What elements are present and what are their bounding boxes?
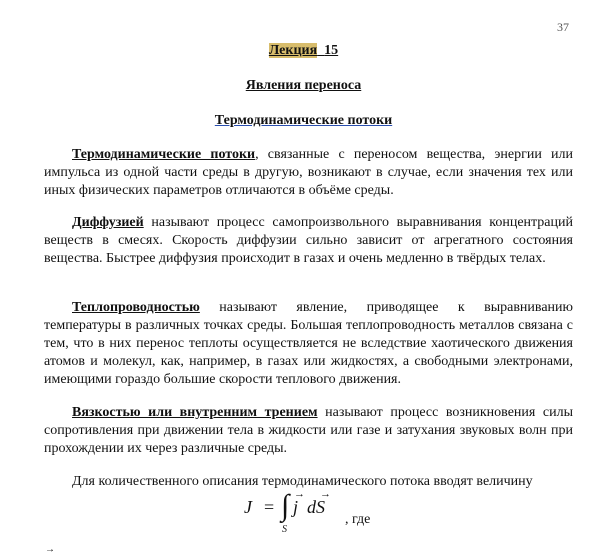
paragraph-viscosity: [44, 404, 573, 458]
section-title: Явления переноса: [245, 78, 362, 93]
term-conduction: Теплопроводностью: [72, 300, 200, 315]
vector-j: j: [293, 497, 299, 517]
cut-off-vector-mark: →: [45, 544, 55, 555]
term-viscosity: Вязкостью или внутренним трением: [72, 405, 318, 420]
vector-arrow-s: →: [320, 488, 331, 500]
formula-lhs: J: [244, 497, 252, 517]
differential-dS: dS: [307, 497, 325, 517]
lecture-title: [0, 43, 607, 59]
integral-sign: ∫: [281, 489, 290, 522]
paragraph-viscosity-text: называют процесс возникновения силы сопротивления при движении тела в жидкости или газе и затухания звуковых волн при прохождении их через различные среды.: [44, 405, 573, 456]
lecture-number: 15: [324, 43, 339, 58]
integral-subscript: S: [282, 524, 287, 535]
term-flows: Термодинамические потоки: [72, 147, 256, 162]
paragraph-conduction: [44, 299, 573, 389]
paragraph-flows-text: , связанные с переносом вещества, энергии или импульса из одной части среды в другую, возникают в случае, если значения тех или иных физических параметров отличаются в объёме среды.: [44, 147, 573, 198]
paragraph-flows: [44, 146, 573, 200]
formula-trailing-text: , где: [345, 512, 371, 527]
lecture-word: Лекция: [268, 43, 318, 58]
paragraph-conduction-text: называют явление, приводящее к выравниванию температуры в различных точках среды. Большая теплопроводность металлов связана с тем, что в них перенос теплоты осуществляется не вследствие хаотического движения атомов и молекул, как, например, в газах или жидкостях, а свободными электронами, имеющими гораздо большие скорости теплового движения.: [44, 300, 573, 387]
paragraph-diffusion-text: называют процесс самопроизвольного выравнивания концентраций веществ в смесях. Скорость диффузии сильно зависит от агрегатного состояния вещества. Быстрее диффузия происходит в газах и очень медленно в твёрдых телах.: [44, 215, 573, 266]
term-diffusion: Диффузией: [72, 215, 144, 230]
formula-equals: =: [264, 497, 275, 517]
paragraph-quantitative: Для количественного описания термодинамического потока вводят величину: [72, 474, 533, 489]
vector-arrow-j: →: [294, 488, 305, 500]
subsection-title: Термодинамические потоки: [214, 113, 393, 128]
page-number: 37: [557, 20, 569, 34]
paragraph-diffusion: [44, 214, 573, 268]
